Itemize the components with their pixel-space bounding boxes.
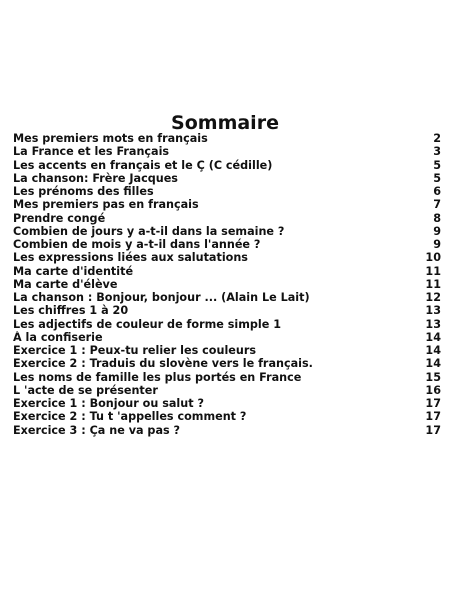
toc-entry (13, 212, 441, 225)
toc-entry (13, 145, 441, 158)
toc-entry-page-number: 14 (425, 357, 441, 371)
toc-entry (13, 410, 441, 423)
toc-entry (13, 357, 441, 370)
toc-entry-page-number: 13 (425, 304, 441, 318)
toc-entry-page-number: 5 (433, 171, 441, 185)
toc-entry-page-number: 14 (425, 330, 441, 344)
toc-entry (13, 371, 441, 384)
toc-entry-page-number: 10 (425, 251, 441, 265)
toc-entry-page-number: 17 (425, 410, 441, 424)
table-of-contents (13, 132, 441, 437)
toc-entry (13, 384, 441, 397)
toc-entry-label: Mes premiers mots en français (13, 132, 208, 145)
toc-entry-label: Les prénoms des filles (13, 185, 154, 198)
toc-entry-label: Les adjectifs de couleur de forme simple 1 (13, 317, 282, 331)
toc-entry (13, 132, 441, 145)
toc-entry-label: Les expressions liées aux salutations (13, 251, 248, 265)
toc-entry-page-number: 8 (433, 211, 441, 225)
toc-entry (13, 291, 441, 304)
toc-entry-label: L 'acte de se présenter (13, 383, 158, 397)
toc-entry-page-number: 7 (433, 198, 441, 212)
toc-entry-label: Exercice 2 : Traduis du slovène vers le français. (13, 357, 313, 371)
toc-entry-label: Exercice 1 : Peux-tu relier les couleurs (13, 344, 257, 357)
toc-entry-label: Exercice 2 : Tu t 'appelles comment ? (13, 410, 247, 424)
toc-entry-label: Combien de mois y a-t-il dans l'année ? (13, 238, 261, 251)
toc-entry-label: Les chiffres 1 à 20 (13, 304, 129, 318)
toc-entry (13, 225, 441, 238)
toc-entry-label: Ma carte d'élève (13, 277, 118, 291)
toc-entry-page-number: 6 (433, 185, 441, 198)
toc-entry (13, 185, 441, 198)
toc-entry (13, 278, 441, 291)
toc-entry-page-number: 16 (425, 383, 441, 397)
toc-entry-label: La chanson : Bonjour, bonjour ... (Alain Le Lait) (13, 291, 310, 304)
toc-entry-label: Exercice 1 : Bonjour ou salut ? (13, 397, 204, 410)
toc-entry-label: À la confiserie (13, 330, 103, 344)
toc-entry-page-number: 12 (425, 291, 441, 304)
toc-entry (13, 304, 441, 317)
toc-entry-page-number: 2 (433, 132, 441, 145)
toc-entry (13, 238, 441, 251)
toc-entry-page-number: 9 (433, 238, 441, 251)
toc-entry (13, 331, 441, 344)
page-title: Sommaire (171, 111, 279, 134)
toc-entry-label: Ma carte d'identité (13, 264, 134, 278)
toc-entry (13, 251, 441, 264)
toc-entry-label: Mes premiers pas en français (13, 198, 199, 212)
toc-entry-page-number: 15 (425, 370, 441, 384)
toc-entry-page-number: 14 (425, 344, 441, 357)
toc-entry (13, 198, 441, 211)
toc-entry-label: La France et les Français (13, 145, 170, 159)
toc-entry-label: Prendre congé (13, 211, 106, 225)
toc-entry-page-number: 17 (425, 397, 441, 410)
toc-entry-label: La chanson: Frère Jacques (13, 171, 178, 185)
toc-entry-label: Exercice 3 : Ça ne va pas ? (13, 423, 181, 437)
toc-entry (13, 397, 441, 410)
toc-entry (13, 424, 441, 437)
toc-entry-page-number: 5 (433, 158, 441, 172)
toc-entry (13, 265, 441, 278)
toc-entry-page-number: 9 (433, 224, 441, 238)
toc-entry-page-number: 17 (425, 423, 441, 437)
toc-entry-page-number: 13 (425, 317, 441, 331)
toc-entry-page-number: 11 (425, 277, 441, 291)
toc-entry (13, 344, 441, 357)
toc-entry (13, 159, 441, 172)
toc-entry-label: Combien de jours y a-t-il dans la semaine ? (13, 224, 285, 238)
toc-entry-label: Les noms de famille les plus portés en France (13, 370, 302, 384)
toc-entry (13, 172, 441, 185)
toc-entry-page-number: 11 (425, 264, 441, 278)
toc-entry (13, 318, 441, 331)
toc-entry-label: Les accents en français et le Ç (C cédille) (13, 158, 273, 172)
toc-entry-page-number: 3 (433, 145, 441, 159)
